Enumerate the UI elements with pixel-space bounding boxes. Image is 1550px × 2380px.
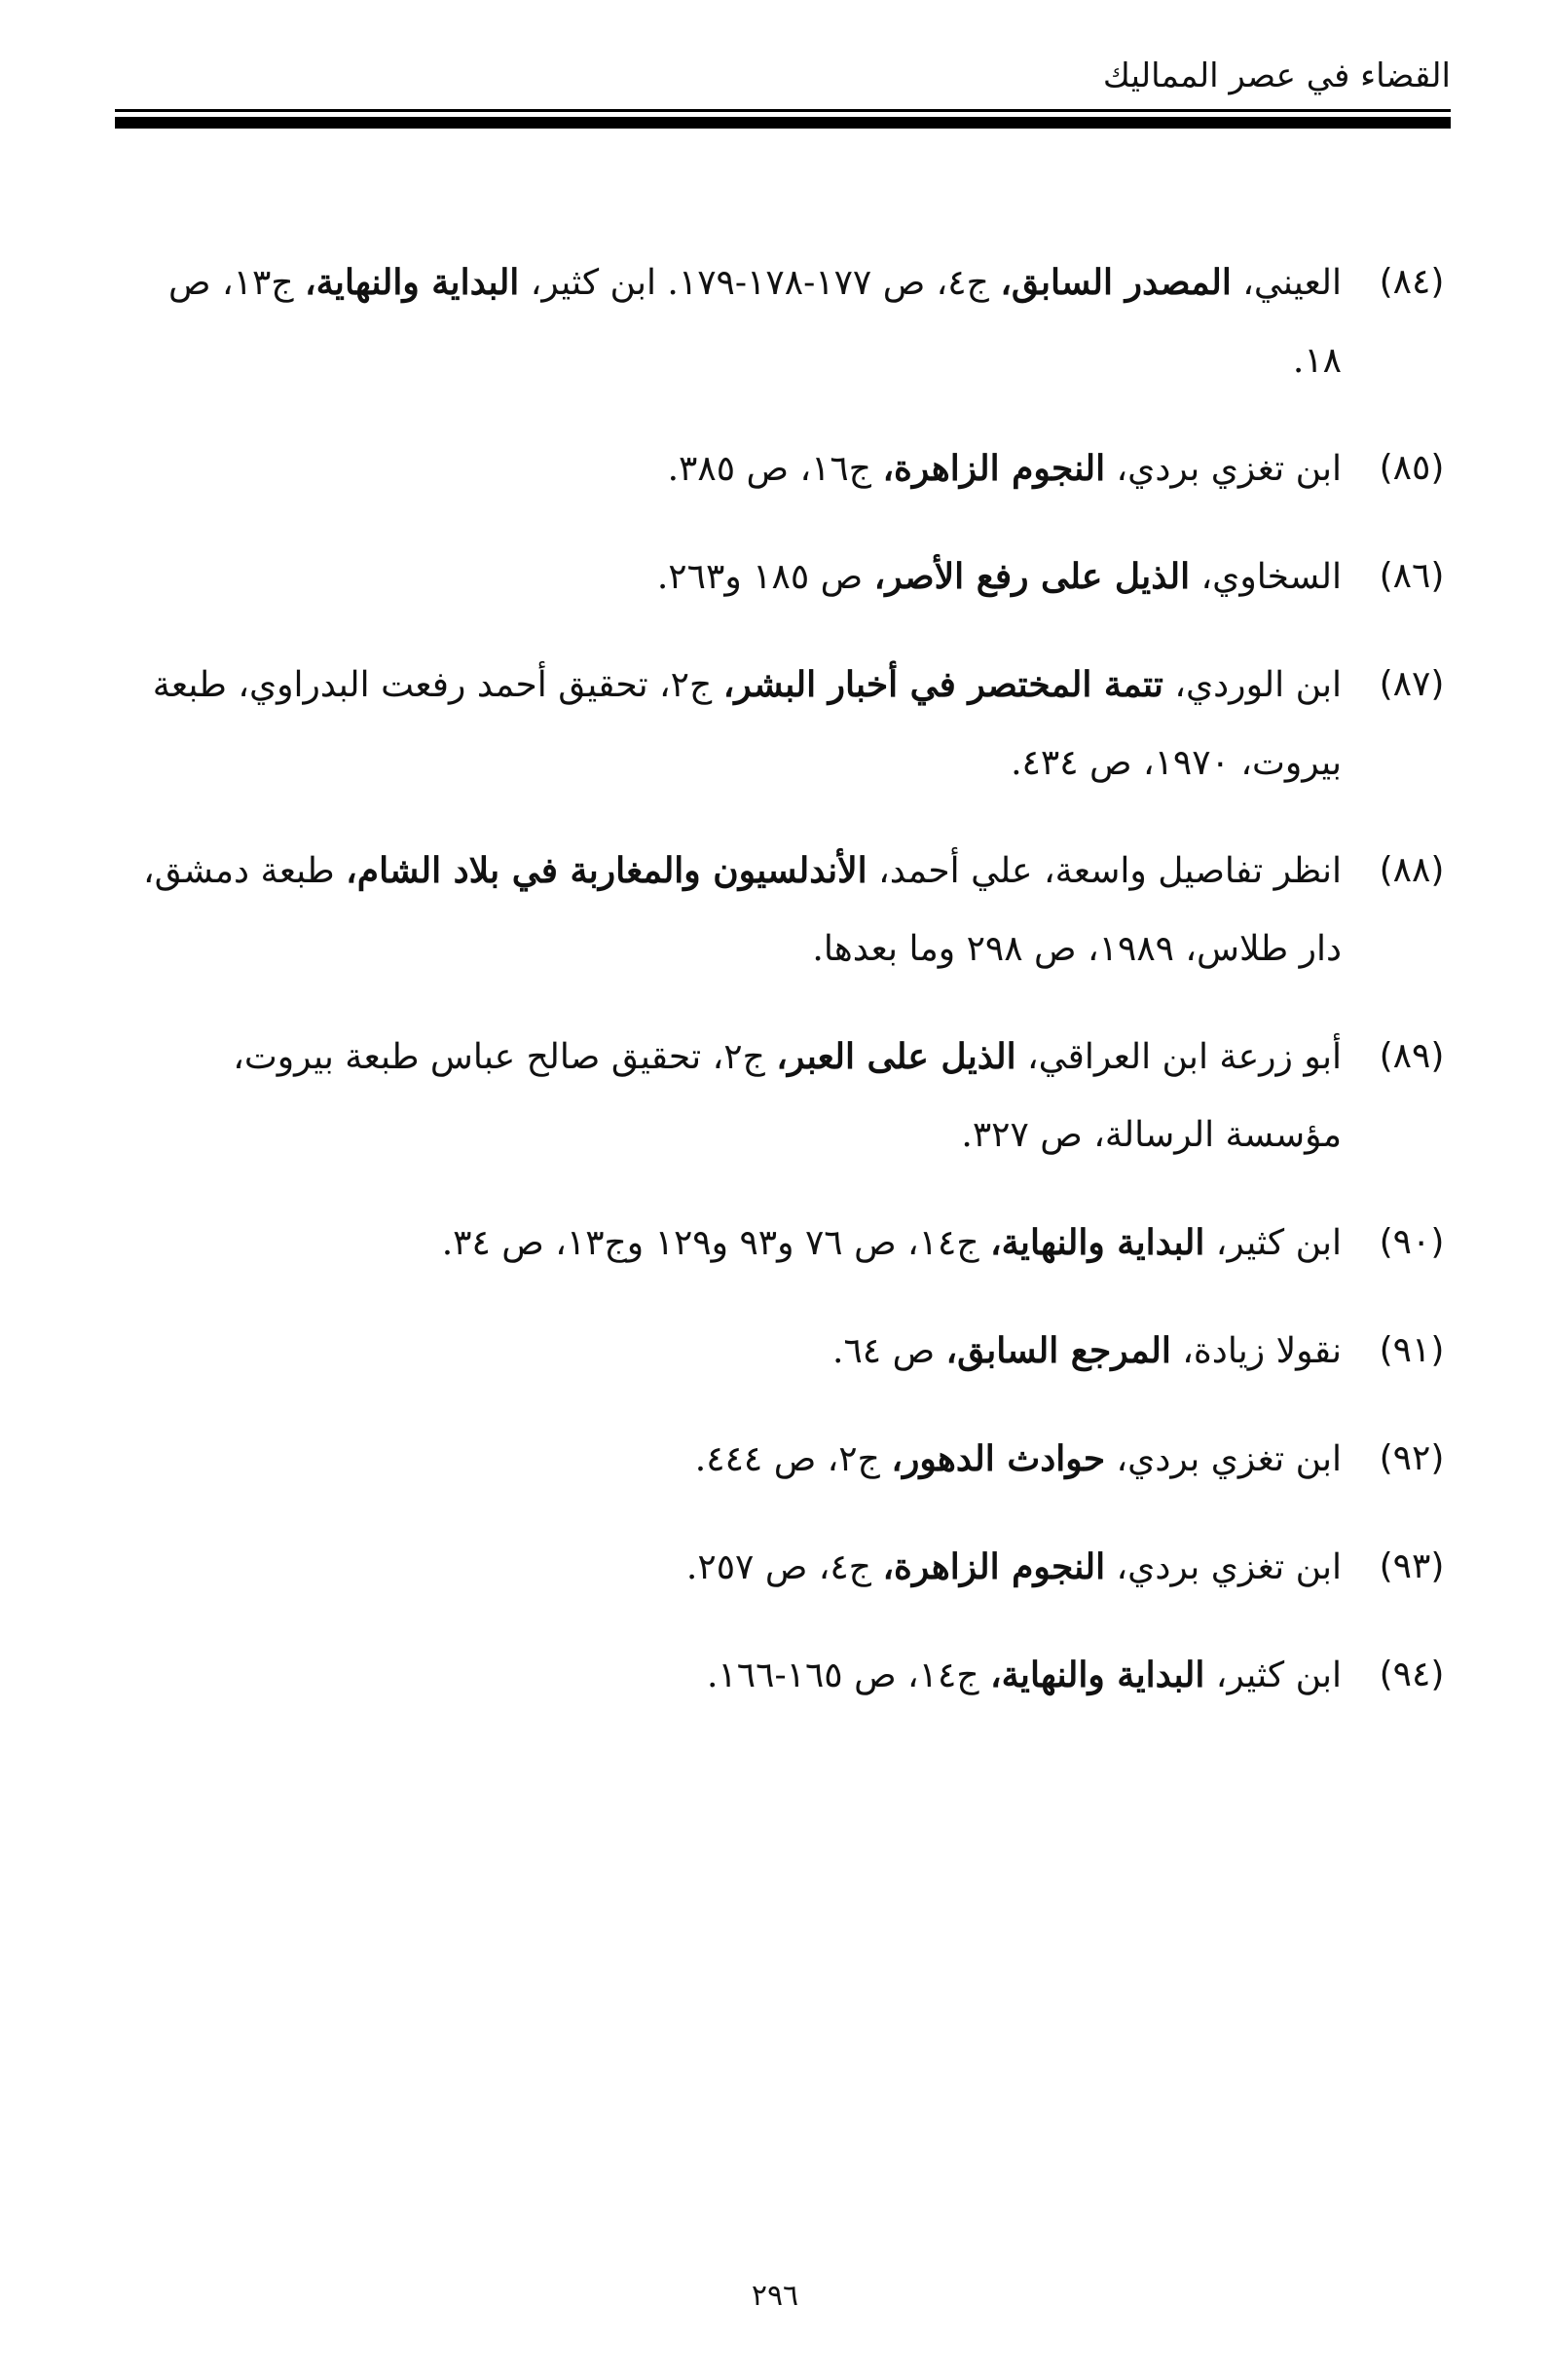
source-title: حوادث الدهور، [891,1438,1106,1479]
page-number: ٢٩٦ [751,2279,799,2313]
footnote-number: (٨٦) [1379,556,1445,596]
footnote-92 [115,1420,1451,1499]
footnote-text: ابن كثير، البداية والنهاية، ج١٤، ص ٧٦ و٩٣ و١٢٩ وج١٣، ص ٣٤. [441,1222,1342,1263]
footnote-text: ابن تغزي بردي، النجوم الزاهرة، ج١٦، ص ٣٨٥. [667,448,1342,489]
footnote-text: انظر تفاصيل واسعة، علي أحمد، الأندلسيون والمغاربة في بلاد الشام، طبعة دمشق، دار طلاس، ١٩٨٩، ص ٢٩٨ وما بعدها. [143,850,1342,969]
footnote-number: (٩٤) [1379,1655,1445,1694]
footnote-90 [115,1204,1451,1283]
footnote-number: (٨٨) [1379,850,1445,890]
source-title: الذيل على رفع الأصر، [873,556,1191,597]
footnote-number: (٨٧) [1379,664,1445,704]
footnote-text: ابن تغزي بردي، حوادث الدهور، ج٢، ص ٤٤٤. [694,1438,1342,1479]
source-title: الذيل على العبر، [776,1036,1016,1077]
footnote-94 [115,1636,1451,1715]
footnote-text: العيني، المصدر السابق، ج٤، ص ١٧٧-١٧٨-١٧٩. ابن كثير، البداية والنهاية، ج١٣، ص ١٨. [168,262,1342,381]
footnote-86 [115,538,1451,616]
footnote-number: (٨٤) [1379,262,1445,302]
footnote-91 [115,1312,1451,1391]
footnotes-list [115,243,1451,1744]
footnote-text: نقولا زيادة، المرجع السابق، ص ٦٤. [832,1330,1342,1371]
footnote-text: ابن الوردي، تتمة المختصر في أخبار البشر، ج٢، تحقيق أحمد رفعت البدراوي، طبعة بيروت، ١٩٧٠، ص ٤٣٤. [152,664,1342,783]
footnote-88 [115,832,1451,988]
source-title: المرجع السابق، [945,1330,1171,1371]
running-header: القضاء في عصر المماليك [1102,56,1451,95]
header-rule-thin [115,109,1451,112]
source-title: تتمة المختصر في أخبار البشر، [722,664,1163,705]
footnote-number: (٩٠) [1379,1222,1445,1262]
source-title: النجوم الزاهرة، [882,1546,1106,1587]
footnote-87 [115,646,1451,802]
footnote-text: ابن كثير، البداية والنهاية، ج١٤، ص ١٦٥-١٦٦. [706,1655,1342,1695]
footnote-number: (٨٩) [1379,1036,1445,1076]
source-title: النجوم الزاهرة، [882,448,1106,489]
source-title: البداية والنهاية، [990,1222,1205,1263]
footnote-number: (٩٢) [1379,1438,1445,1478]
footnote-text: ابن تغزي بردي، النجوم الزاهرة، ج٤، ص ٢٥٧. [685,1546,1342,1587]
footnote-84 [115,243,1451,400]
source-title: البداية والنهاية، [305,262,520,303]
footnote-93 [115,1528,1451,1607]
source-title: الأندلسيون والمغاربة في بلاد الشام، [346,850,867,891]
footnote-number: (٨٥) [1379,448,1445,488]
source-title: البداية والنهاية، [990,1655,1205,1695]
footnote-text: السخاوي، الذيل على رفع الأصر، ص ١٨٥ و٢٦٣. [656,556,1342,597]
footnote-number: (٩٣) [1379,1546,1445,1586]
footnote-number: (٩١) [1379,1330,1445,1370]
header-rule-thick [115,117,1451,129]
footnote-85 [115,429,1451,508]
footnote-89 [115,1018,1451,1174]
source-title: المصدر السابق، [1000,262,1232,303]
footnote-text: أبو زرعة ابن العراقي، الذيل على العبر، ج٢، تحقيق صالح عباس طبعة بيروت، مؤسسة الرسالة، ص ٣٢٧. [233,1036,1342,1155]
